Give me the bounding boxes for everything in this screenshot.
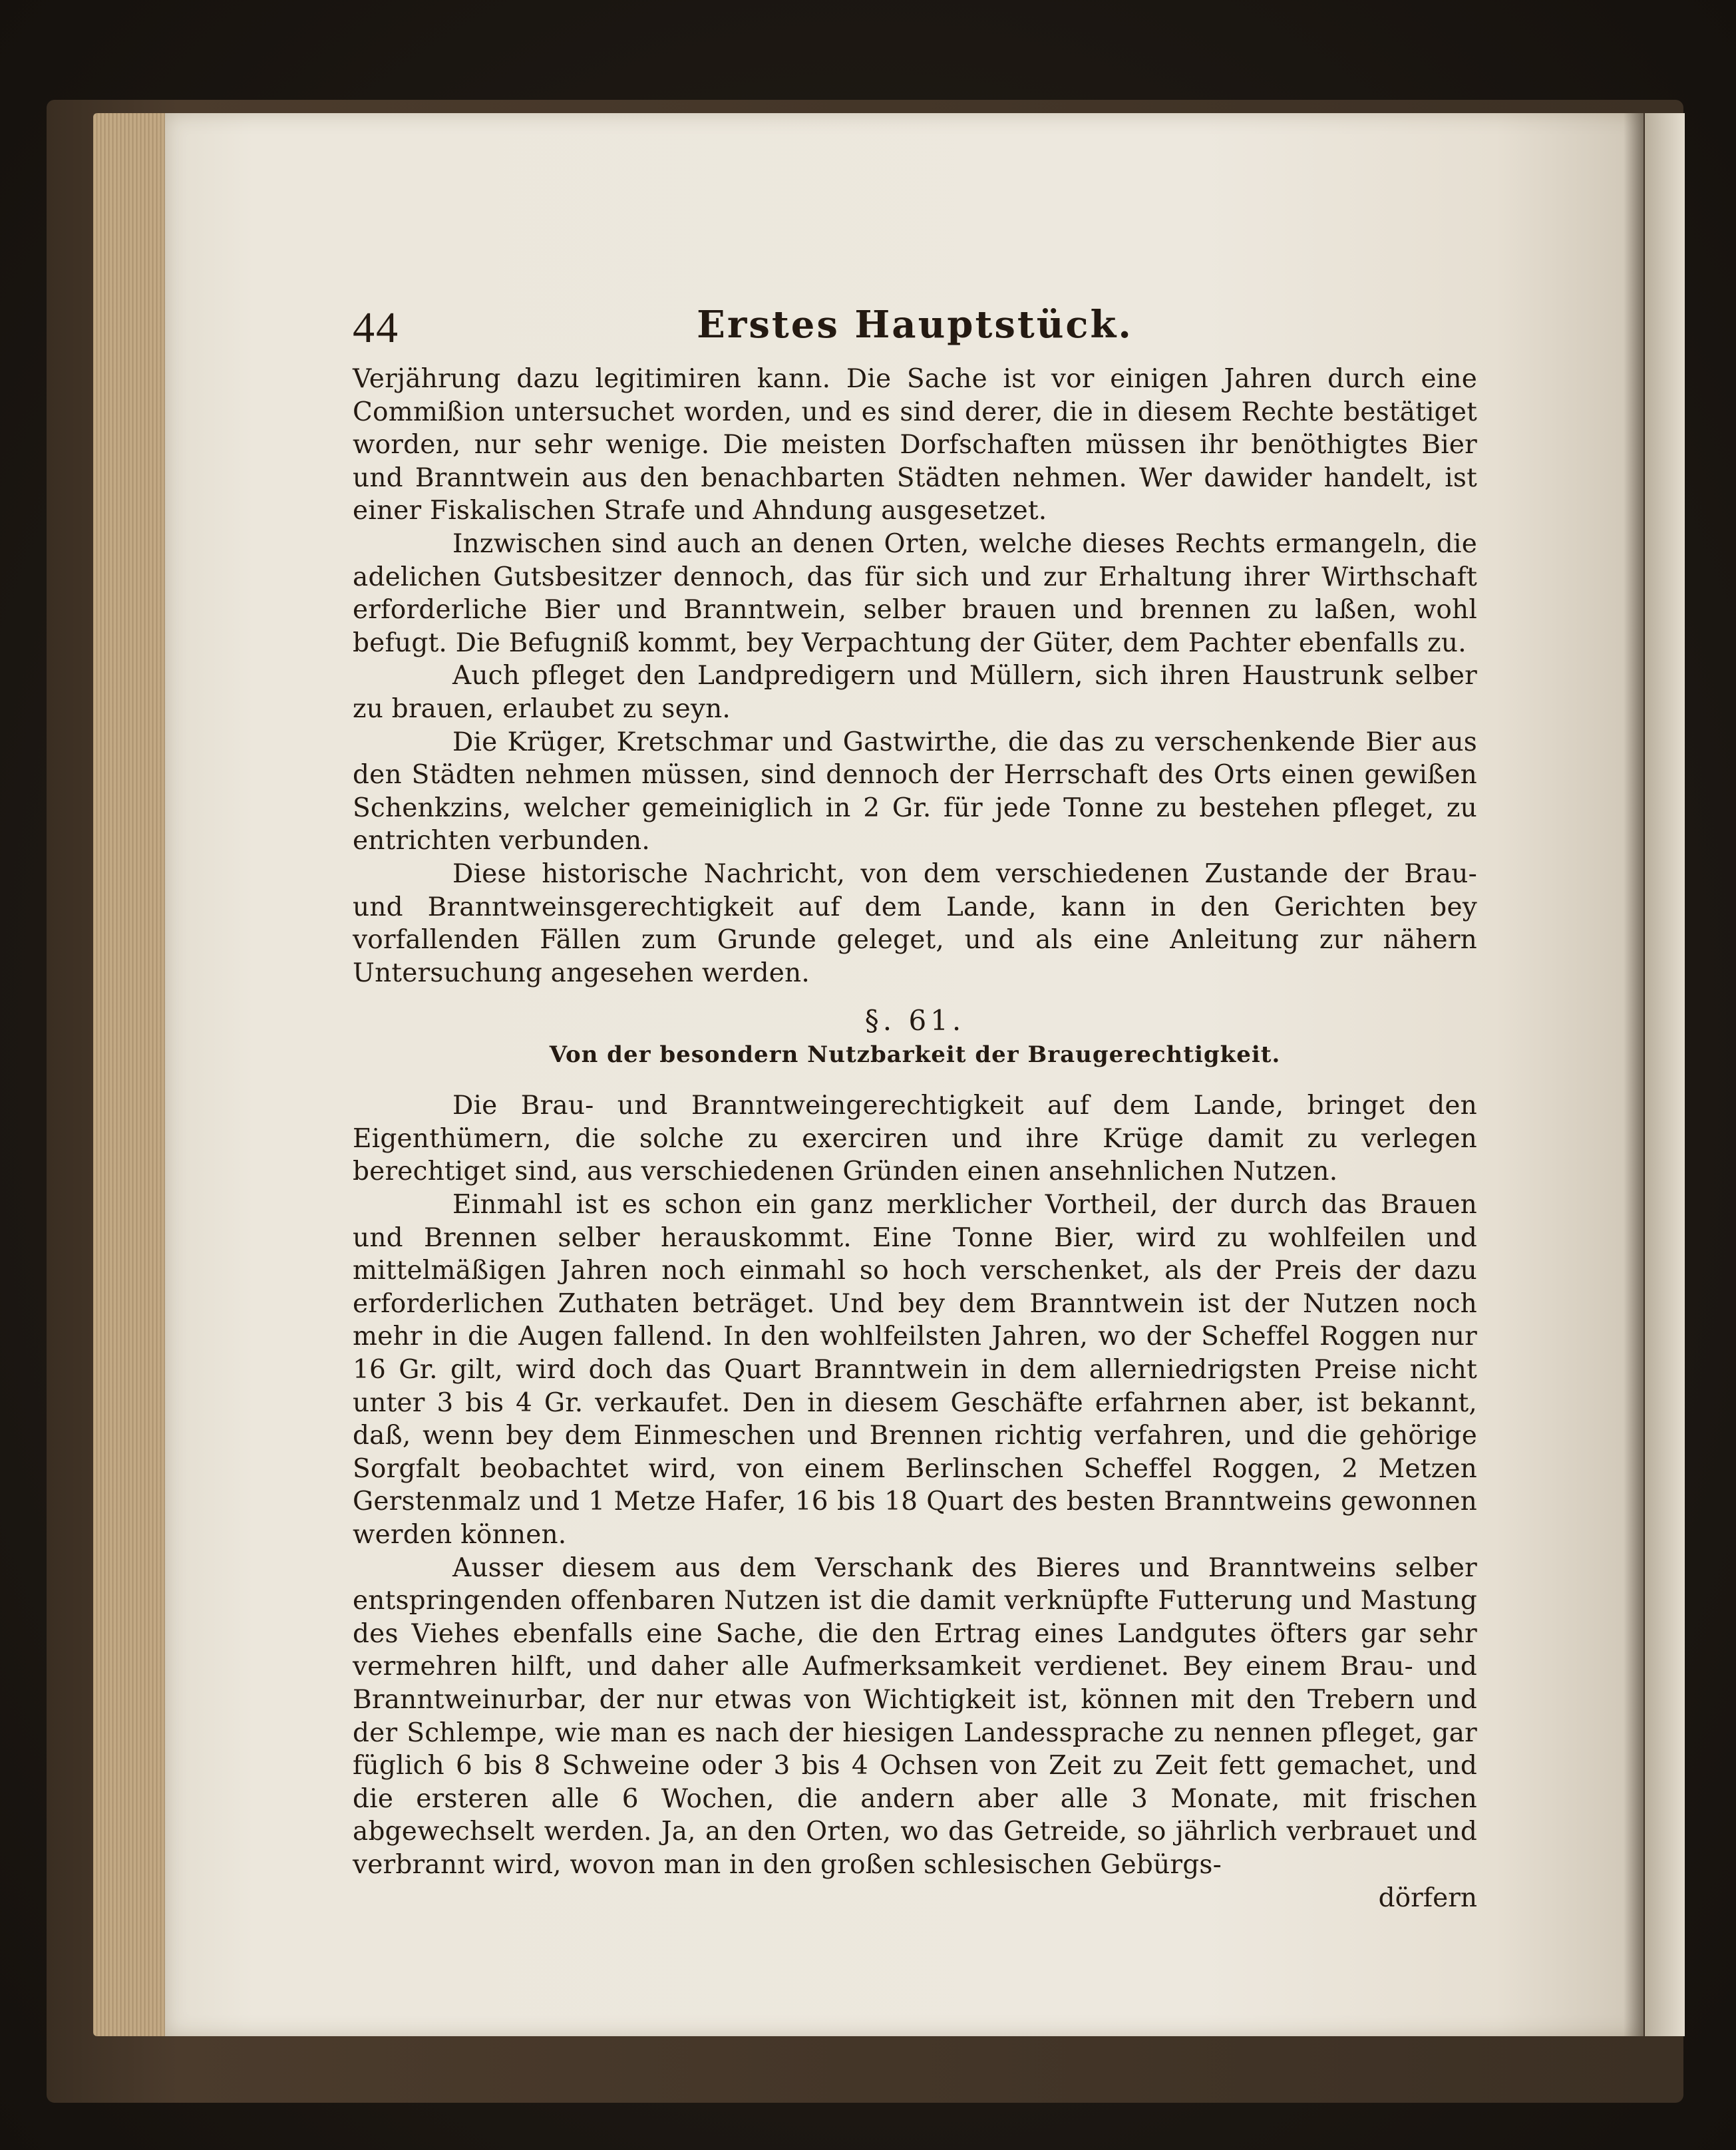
paragraph: Inzwischen sind auch an denen Orten, welche dieses Rechts ermangeln, die adelichen Gutsbesitzer dennoch, das für sich und zur Erhaltung ihrer Wirthschaft erforderliche Bier und Branntwein, selber brauen und brennen zu laßen, wohl befugt. Die Befugniß kommt, bey Verpachtung der Güter, dem Pachter ebenfalls zu. [353, 528, 1477, 658]
paragraph: Die Krüger, Kretschmar und Gastwirthe, die das zu verschenkende Bier aus den Städten nehmen müssen, sind dennoch der Herrschaft des Orts einen gewißen Schenkzins, welcher gemeiniglich in 2 Gr. für jede Tonne zu bestehen pfleget, zu entrichten verbunden. [353, 727, 1477, 856]
paragraph: Die Brau- und Branntweingerechtigkeit auf dem Lande, bringet den Eigenthümern, die solche zu exerciren und ihre Krüge damit zu verlegen berechtiget sind, aus verschiedenen Gründen einen ansehnlichen Nutzen. [353, 1091, 1477, 1187]
page-number: 44 [353, 303, 399, 352]
page-text [353, 303, 1477, 1914]
paragraph: Ausser diesem aus dem Verschank des Bieres und Branntweins selber entspringenden offenbaren Nutzen ist die damit verknüpfte Futterung und Mastung des Viehes ebenfalls eine Sache, die den Ertrag eines Landgutes öfters gar sehr vermehren hilft, und daher alle Aufmerksamkeit verdienet. Bey einem Brau- und Branntweinurbar, der nur etwas von Wichtigkeit ist, können mit den Trebern und der Schlempe, wie man es nach der hiesigen Landessprache zu nennen pfleget, gar füglich 6 bis 8 Schweine oder 3 bis 4 Ochsen von Zeit zu Zeit fett gemachet, und die ersteren alle 6 Wochen, die andern aber alle 3 Monate, mit frischen abgewechselt werden. Ja, an den Orten, wo das Getreide, so jährlich verbrauet und verbrannt wird, wovon man in den großen schlesischen Gebürgs- [353, 1552, 1477, 1880]
paragraph: Auch pfleget den Landpredigern und Müllern, sich ihren Haustrunk selber zu brauen, erlaubet zu seyn. [353, 661, 1477, 724]
section-title: Von der besondern Nutzbarkeit der Braugerechtigkeit. [549, 1041, 1281, 1069]
running-head: Erstes Hauptstück. [697, 303, 1133, 347]
page-gutter [1624, 113, 1644, 2036]
page-edges [93, 113, 173, 2036]
section-number: §. 61. [864, 1004, 965, 1037]
catchword: dörfern [1378, 1882, 1477, 1913]
paragraph: Diese historische Nachricht, von dem verschiedenen Zustande der Brau- und Branntweinsgerechtigkeit auf dem Lande, kann in den Gerichten bey vorfallenden Fällen zum Grunde geleget, und als eine Anleitung zur nähern Untersuchung angesehen werden. [353, 858, 1477, 988]
page-header [353, 303, 1477, 363]
paragraph: Einmahl ist es schon ein ganz merklicher Vortheil, der durch das Brauen und Brennen selber herauskommt. Eine Tonne Bier, wird zu wohlfeilen und mittelmäßigen Jahren noch einmahl so hoch verschenket, als der Preis der dazu erforderlichen Zuthaten beträget. Und bey dem Branntwein ist der Nutzen noch mehr in die Augen fallend. In den wohlfeilsten Jahren, wo der Scheffel Roggen nur 16 Gr. gilt, wird doch das Quart Branntwein in dem allerniedrigsten Preise nicht unter 3 bis 4 Gr. verkaufet. Den in diesem Geschäfte erfahrnen aber, ist bekannt, daß, wenn bey dem Einmeschen und Brennen richtig verfahren, und die gehörige Sorgfalt beobachtet wird, von einem Berlinschen Scheffel Roggen, 2 Metzen Gerstenmalz und 1 Metze Hafer, 16 bis 18 Quart des besten Branntweins gewonnen werden können. [353, 1190, 1477, 1550]
facing-page-edge [1645, 113, 1685, 2036]
paragraph: Verjährung dazu legitimiren kann. Die Sache ist vor einigen Jahren durch eine Commißion untersuchet worden, und es sind derer, die in diesem Rechte bestätiget worden, nur sehr wenige. Die meisten Dorfschaften müssen ihr benöthigtes Bier und Branntwein aus den benachbarten Städten nehmen. Wer dawider handelt, ist einer Fiskalischen Strafe und Ahndung ausgesetzet. [353, 364, 1477, 526]
